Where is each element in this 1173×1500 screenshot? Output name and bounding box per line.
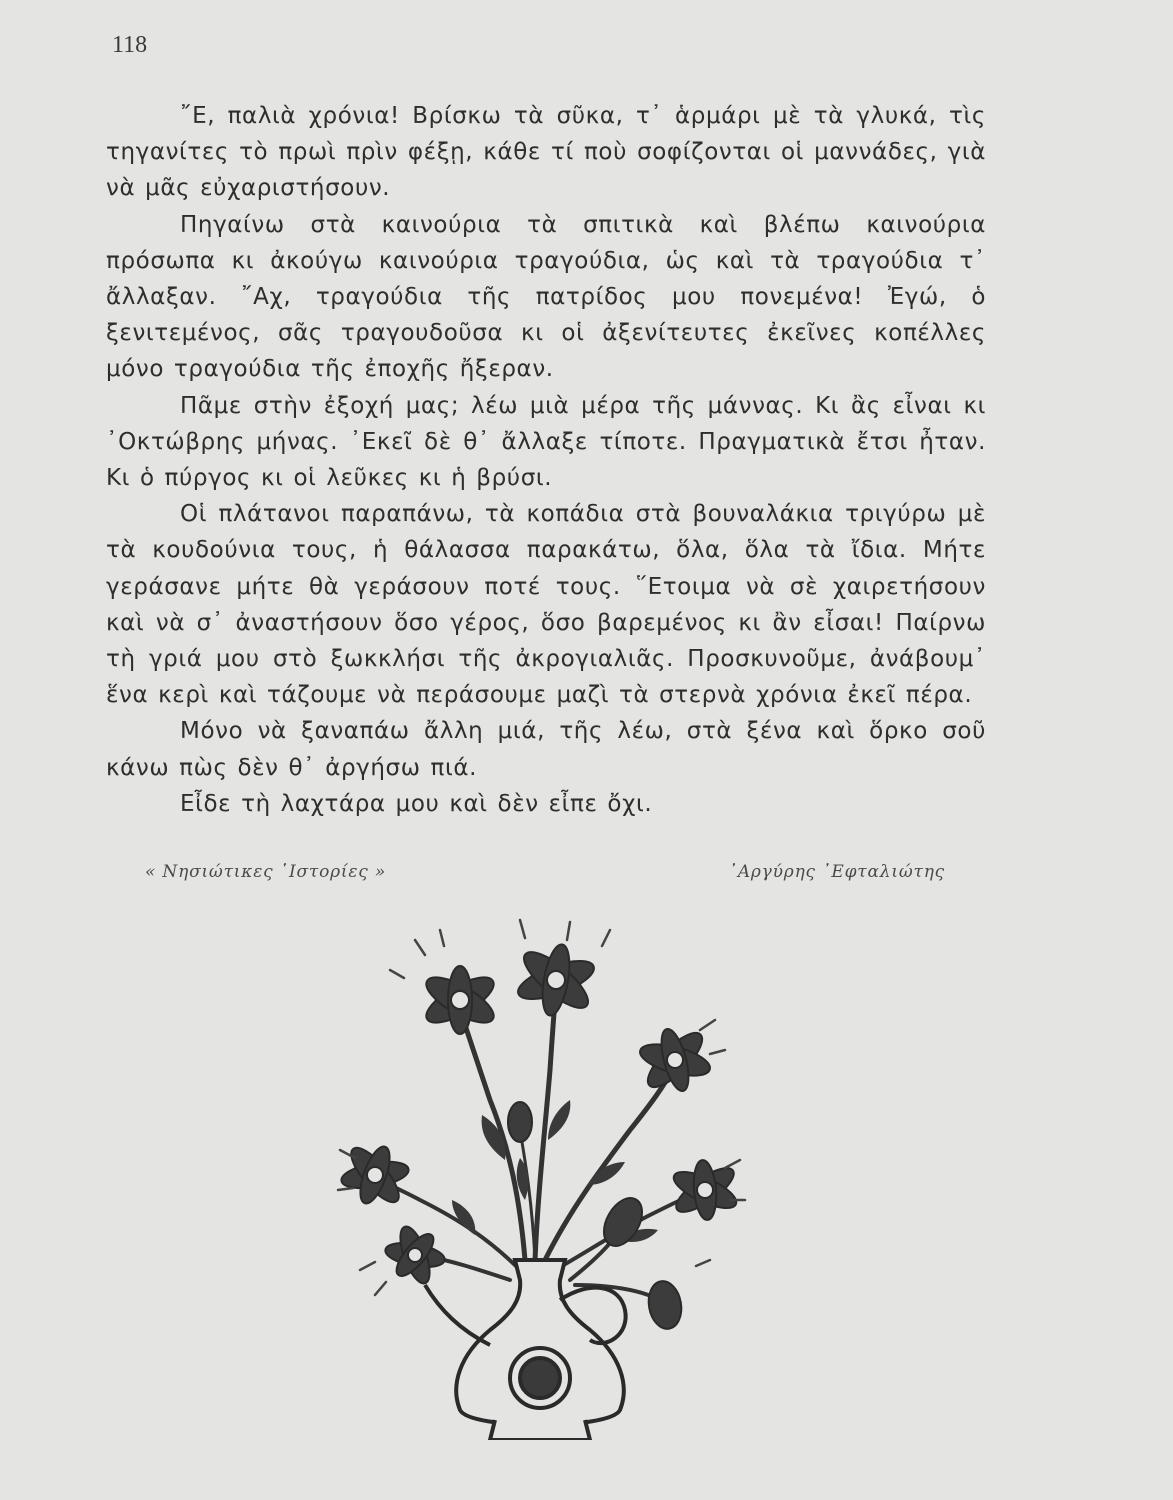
vase-of-flowers-drawing [320,900,770,1440]
flower-bud [508,1102,532,1142]
story-text [106,98,986,822]
paragraph-3: Πᾶμε στὴν ἐξοχή μας; λέω μιὰ μέρα τῆς μάννας. Κι ἂς εἶναι κι ᾿Οκτώβρης μήνας. ᾿Εκεῖ δὲ θ᾿ ἄλλαξε τίποτε. Πραγματικὰ ἔτσι ἦταν. Κι ὁ πύργος κι οἱ λεῦκες κι ἡ βρύσι. [106,392,986,492]
flower-head [637,1025,713,1094]
paragraph-1: ῎Ε, παλιὰ χρόνια! Βρίσκω τὰ σῦκα, τ᾿ ἁρμάρι μὲ τὰ γλυκά, τὶς τηγανίτες τὸ πρωὶ πρὶν φέξῃ, κάθε τί ποὺ σοφίζονται οἱ μαννάδες, γιὰ νὰ μᾶς εὐχαριστήσουν. [106,103,986,202]
vase-of-flowers-illustration [320,900,770,1440]
source-book-title: « Νησιώτικες ῾Ιστορίες » [145,862,387,882]
paragraph-6: Εἶδε τὴ λαχτάρα μου καὶ δὲν εἶπε ὄχι. [180,790,653,817]
page-number: 118 [112,32,148,58]
vase [425,1260,626,1440]
flower-head [514,942,599,1017]
paragraph-5: Μόνο νὰ ξαναπάω ἄλλη μιά, τῆς λέω, στὰ ξένα καὶ ὅρκο σοῦ κάνω πὼς δὲν θ᾿ ἀργήσω πιά. [106,718,986,781]
paragraph-4: Οἱ πλάτανοι παραπάνω, τὰ κοπάδια στὰ βουναλάκια τριγύρω μὲ τὰ κουδούνια τους, ἡ θάλασσα παρακάτω, ὅλα, ὅλα τὰ ἴδια. Μήτε γεράσανε μήτε θὰ γεράσουν ποτέ τους. ῞Ετοιμα νὰ σὲ χαιρετήσουν καὶ νὰ σ᾿ ἀναστήσουν ὅσο γέρος, ὅσο βαρεμένος κι ἂν εἶσαι! Παίρνω τὴ γριά μου στὸ ξωκκλήσι τῆς ἀκρογιαλιᾶς. Προσκυνοῦμε, ἀνάβουμ᾿ ἕνα κερὶ καὶ τάζουμε νὰ περάσουμε μαζὶ τὰ στερνὰ χρόνια ἐκεῖ πέρα. [106,501,986,709]
flower-bud [645,1279,685,1332]
flower-head [339,1141,410,1209]
flower-head [669,1159,741,1221]
source-author: ᾿Αργύρης ᾿Εφταλιώτης [728,862,945,882]
flower-bud [596,1191,650,1252]
flower-head [384,1223,447,1287]
flower-head [420,966,500,1034]
source-attribution [145,862,945,892]
paragraph-2: Πηγαίνω στὰ καινούρια τὰ σπιτικὰ καὶ βλέπω καινούρια πρόσωπα κι ἀκούγω καινούρια τραγούδια, ὡς καὶ τὰ τραγούδια τ᾿ ἄλλαξαν. ῎Αχ, τραγούδια τῆς πατρίδος μου πονεμένα! Ἐγώ, ὁ ξενιτεμένος, σᾶς τραγουδοῦσα κι οἱ ἀξενίτευτες ἐκεῖνες κοπέλλες μόνο τραγούδια τῆς ἐποχῆς ἤξεραν. [106,211,986,383]
